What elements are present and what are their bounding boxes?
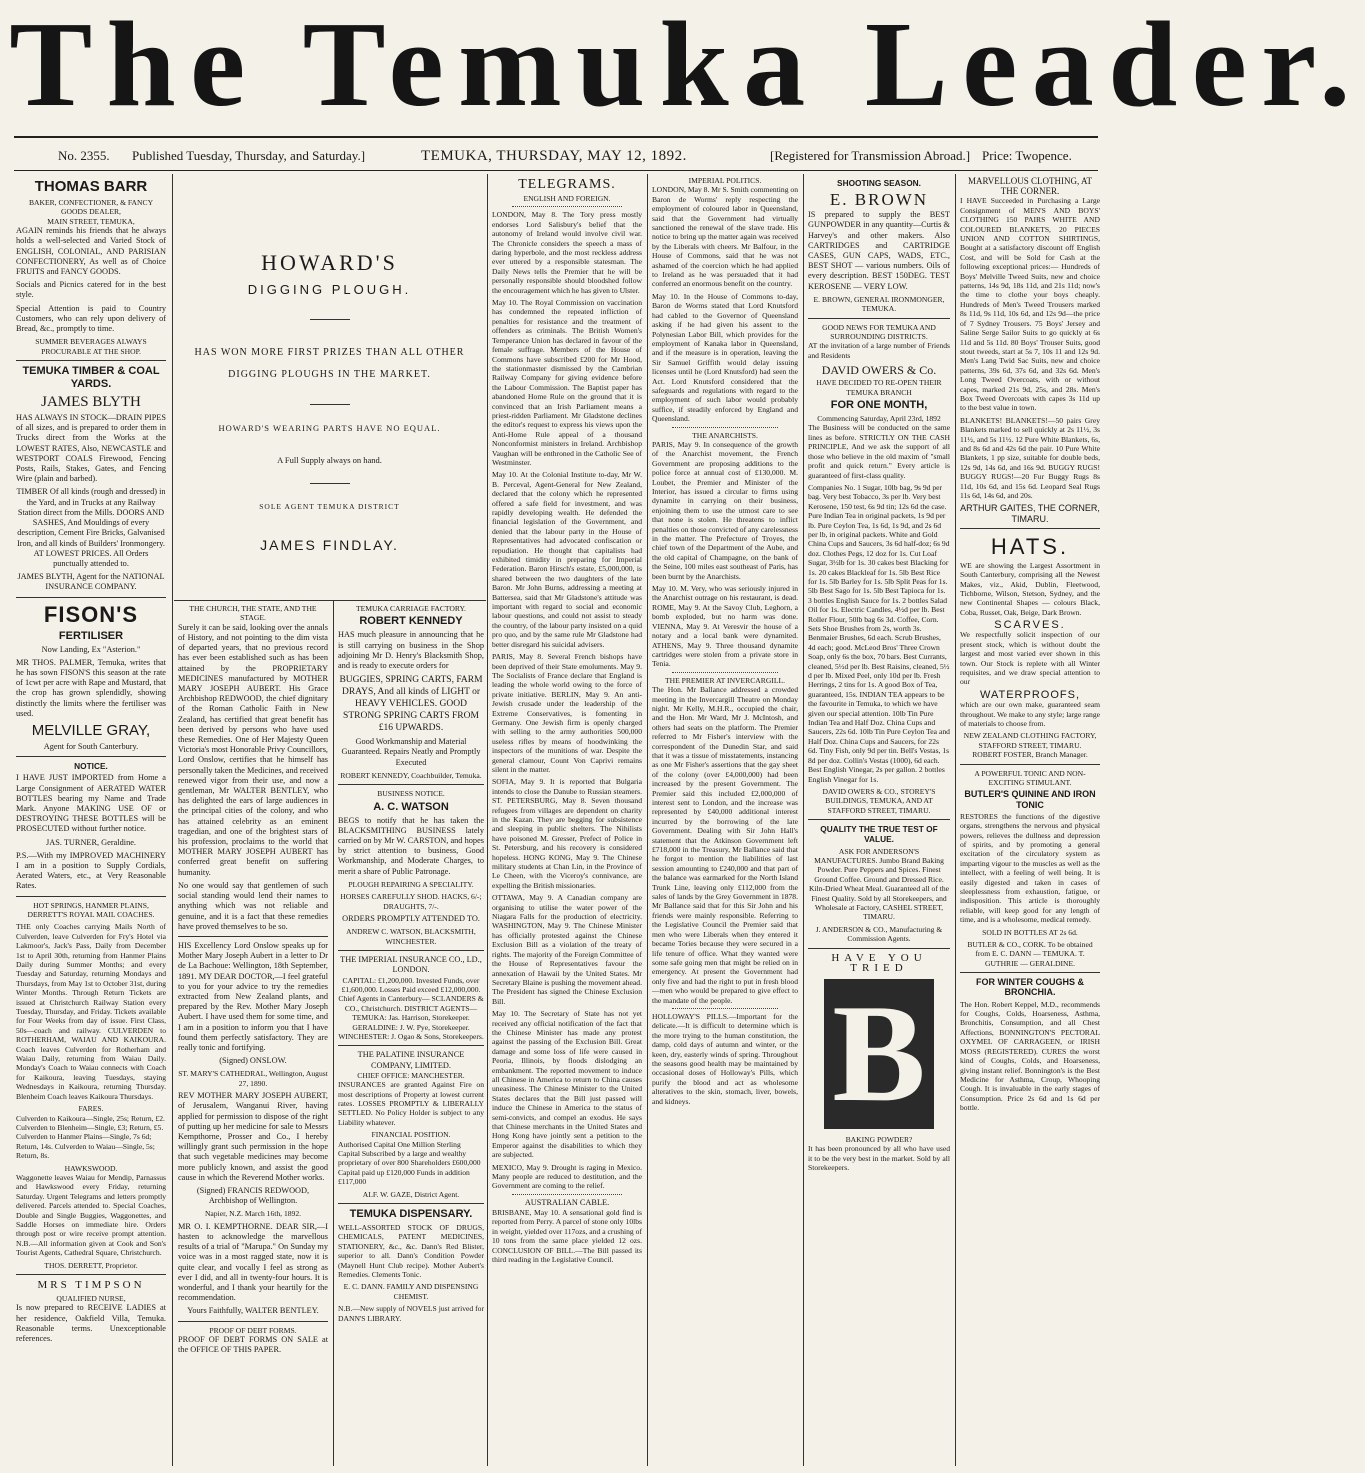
fertiliser-heading: FERTILISER — [58, 629, 124, 642]
timpson-heading: MRS TIMPSON — [37, 1279, 145, 1292]
telegram-london-2: May 10. The Royal Commission on vaccination has condemned the repeated infliction of penalties for resistance and the treatment of offenders as criminals. The British Women's Temperance Union has declared in favour of the female suffrage. Members of the House of Commons have subscribed £200 for Mr Hood, the stationmaster dismissed by the Cambrian Railway Company for giving evidence before the Labour Commission. The Baptist paper has abandoned Home Rule on the ground that it is convinced that an Irish Parliament means a priest-ridden Parliament. Mr Gladstone declines the editor's request to express his views upon the Anti-Home Rule appeal of a thousand Nonconformist ministers in Ireland. Archbishop Vaughan will be enthroned in the Catholic See of Westminster. — [492, 298, 642, 467]
scarves-body: We respectfully solicit inspection of our present stock, which is without doubt the largest and most varied ever shown in this town. Our Stock is replete with all Winter requisites, and we draw special attention to our — [960, 630, 1100, 687]
timpson-subtitle: QUALIFIED NURSE, — [56, 1294, 126, 1304]
gaze-signature: ALF. W. GAZE, District Agent. — [362, 1189, 460, 1199]
business-notice-heading: BUSINESS NOTICE. — [377, 789, 445, 799]
debt-body: PROOF OF DEBT FORMS ON SALE at the OFFICE OF THIS PAPER. — [178, 1335, 328, 1355]
brown-signature: E. BROWN, GENERAL IRONMONGER, TEMUKA. — [813, 294, 945, 314]
anarchists-2: May 10. M. Very, who was seriously injured in the Anarchist outrage on his restaurant, is dead. ROME, May 9. At the Savoy Club, Leghorn, a bomb exploded, but no harm was done. VIENNA, May 9. At Veresvir the house of a notary and a local bank were dynamited. ATHENS, May 9. Three thousand dynamite cartridges were stolen from a private store in Tenia. — [652, 584, 798, 669]
palatine-body: INSURANCES are granted Against Fire on most descriptions of Property at lowest current rates. LOSSES PROMPTLY & LIBERALLY SETTLED. No Policy Holder is subject to any Liability whatever. — [338, 1080, 484, 1127]
butler-heading: BUTLER'S QUININE AND IRON TONIC — [964, 789, 1096, 810]
winter-coughs-heading: FOR WINTER COUGHS & BRONCHIA. — [976, 977, 1084, 998]
barr-special: Special Attention is paid to Country Customers, who can rely upon delivery of Bread, &c., promptly to time. — [16, 303, 166, 334]
fertiliser-arrival: Now Landing, Ex "Asterion." — [41, 644, 141, 654]
sole-agent: SOLE AGENT TEMUKA DISTRICT — [259, 502, 400, 511]
watson-body: BEGS to notify that he has taken the BLACKSMITHING BUSINESS lately carried on by Mr W. CARSTON, and hopes by strict attention to business, Good Workmanship, and Moderate Charges, to merit a share of Public Patronage. — [338, 815, 484, 876]
financial-heading: FINANCIAL POSITION. — [371, 1130, 451, 1140]
barr-trade: BAKER, CONFECTIONER, & FANCY GOODS DEALER, — [28, 198, 154, 217]
owers-date: Commencing Saturday, April 23rd, 1892 — [817, 414, 941, 424]
tried-heading: HAVE YOU TRIED — [831, 951, 927, 974]
anarchists-1: PARIS, May 9. In consequence of the growth of the Anarchist movement, the French Government are proposing additions to the police force at annual cost of £130,000. M. Loubet, the Premier and Minister of the Interior, has issued a circular to firms using dynamite in carrying on their business, enjoining them to use the utmost care to see that none is stolen. He threatens to inflict penalties on those convicted of any carelessness in the matter. The Prefecture of Troyes, the chief town of the Department of the Aube, and the old capital of Champagne, on the bank of the Seine, 100 miles east southeast of Paris, has been burnt by the Anarchists. — [652, 439, 798, 581]
watson-name: A. C. WATSON — [373, 800, 449, 813]
divider — [16, 597, 166, 598]
onslow-signature: (Signed) ONSLOW. — [219, 1056, 287, 1066]
waterproofs-body: which are our own make, guaranteed seam throughout. We make to any style; large range of materials to choose from. — [960, 700, 1100, 728]
fares-body: Culverden to Kaikoura—Single, 25s; Return, £2. Culverden to Blenheim—Single, £3; Return, £5. Culverden to Hanmer Plains—Single, 7s 6d; Return, 14s. Culverden to Waiau—Single, 5s; Return, 8s. — [16, 1113, 165, 1161]
divider — [960, 528, 1100, 529]
divider — [960, 972, 1100, 973]
tonic-heading: A POWERFUL TONIC AND NON-EXCITING STIMULANT. — [974, 768, 1086, 787]
telegrams-heading: TELEGRAMS. — [518, 177, 616, 192]
blankets-body: BLANKETS! BLANKETS!—50 pairs Grey Blankets marked to sell quickly at 2s 11½, 3s 11½, and 5s 11½. 12 Pure White Blankets, 6s, and 8s 6d and 42s 6d the pair. 10 Pure White Blankets, 1 pp size, suitable for double beds, 12s 9d, 14s 6d, and 16s 9d. BUGGY RUGS! BUGGY RUGS!—20 Fur Buggy Rugs 8s 11d, 10s 6d, and 15s 6d. Leopard Seal Rugs 11s 6d, 14s 6d, and 20s. — [960, 415, 1100, 500]
notice-body: I HAVE JUST IMPORTED from Home a Large Consignment of AERATED WATER BOTTLES bearing my Name and Trade Mark. Anyone MAKING USE OF or DESTROYING THESE BOTTLES will be PROSECUTED without further notice. — [16, 773, 166, 834]
hawkswood-heading: HAWKSWOOD. — [64, 1163, 118, 1173]
price: Price: Twopence. — [982, 148, 1072, 163]
baking-powder-heading: BAKING POWDER? — [845, 1135, 913, 1145]
divider — [178, 1321, 328, 1322]
winter-coughs-body: The Hon. Robert Keppel, M.D., recommends for Coughs, Colds, Hoarseness, Asthma, Bronchitis, Consumption, and all Chest Affections, BONNINGTON'S PECTORAL OXYMEL OF CARRAGEEN, or IRISH MOSS (REGISTERED). CURES the worst kind of Coughs, Colds, and Hoarseness, giving instant relief. Bonnington's is the Best Medicine for Asthma, Croup, Whooping Cough. It is invaluable in the early stages of Consumption. Price 2s 6d and 1s 6d per bottle. — [960, 999, 1100, 1113]
dann-nb: N.B.—New supply of NOVELS just arrived for DANN'S LIBRARY. — [338, 1304, 484, 1323]
masthead-rule-top — [14, 136, 1098, 138]
brown-name: E. BROWN — [829, 190, 929, 210]
howards-heading: HOWARD'S — [261, 250, 398, 275]
divider — [16, 756, 166, 757]
fares-heading: FARES. — [78, 1104, 104, 1114]
masthead-title: The Temuka Leader. — [9, 0, 1365, 132]
findlay-name: JAMES FINDLAY. — [260, 537, 399, 553]
howards-plough-ad — [178, 176, 481, 596]
church-body: Surely it can be said, looking over the annals of History, and not pointing to the dim vista of departed years, that no previous record has ever been established such as has been attained by the PROPRIETARY MEDICINES manufactured by MOTHER MARY JOSEPH AUBERT. His Grace Archbishop REDWOOD, the chief dignitary of the Roman Catholic Faith in New Zealand, has certified that great benefit has been derived by persons who have used these Remedies. One of Her Majesty Queen Victoria's most Honorable Privy Councillors, Lord Onslow, certifies that he himself has personally taken the Medicines, and received renewed vigor from their use, and now a gentleman, Mr WALTER BENTLEY, who has delighted the ears of large audiences in the principal cities of the colony, and who has attained celebrity as an eminent tragedian, and one of the brightest stars of his profession, proclaims to the world that MOTHER MARY JOSEPH AUBERT has conferred great benefit on suffering humanity. — [178, 622, 328, 877]
imperial-body: CAPITAL: £1,200,000. Invested Funds, over £1,600,000. Losses Paid exceed £12,000,000. Chief Agents in Canterbury— SCLANDERS & CO., Christchurch. DISTRICT AGENTS— TEMUKA: Jas. Harrison, Storekeeper. GERALDINE: J. W. Pye, Storekeeper. WINCHESTER: J. Ogao & Sons, Storekeepers. — [338, 975, 484, 1041]
nz-clothing-address: STAFFORD STREET, TIMARU. — [978, 740, 1082, 750]
nz-clothing-heading: NEW ZEALAND CLOTHING FACTORY, — [963, 731, 1097, 741]
dann-signature: E. C. DANN. FAMILY AND DISPENSING CHEMIST. — [343, 1282, 479, 1301]
divider — [808, 318, 950, 319]
scarves-heading: SCARVES. — [994, 619, 1066, 632]
waterproofs-heading: WATERPROOFS, — [980, 688, 1080, 701]
publication-schedule: Published Tuesday, Thursday, and Saturday.] — [132, 148, 366, 163]
owers-name: DAVID OWERS & Co. — [821, 363, 937, 378]
anderson-signature: J. ANDERSON & CO., Manufacturing & Commission Agents. — [815, 924, 943, 944]
butler-signature: BUTLER & CO., CORK. To be obtained from E. C. DANN — TEMUKA. T. GUTHRIE — GERALDINE. — [967, 940, 1093, 968]
blyth-signature: JAMES BLYTH, Agent for the NATIONAL INSURANCE COMPANY. — [17, 572, 165, 592]
column-1 — [16, 176, 166, 1466]
notice-signature: JAS. TURNER, Geraldine. — [46, 837, 136, 847]
divider — [178, 936, 328, 937]
owers-intro: AT the invitation of a large number of Friends and Residents — [808, 341, 950, 360]
blyth-timber: TIMBER Of all kinds (rough and dressed) in the Yard, and in Trucks at any Railway Station direct from the Mills. DOORS AND SASHES, And Mouldings of every description, Cement Fire Bricks, Galvanised Iron, and all kinds of Builders' Ironmongery. AT LOWEST PRICES. All Orders punctually attended to. — [16, 487, 166, 568]
butler-body: RESTORES the functions of the digestive organs, strengthens the nervous and physical powers, relieves the dullness and depression of spirits, and by promoting a general excitation of the circulatory system as imparting vigour to the muscles as well as the intellect, with a feeling of well being. It is easily digested and taken in cases of sleeplessness from exhaustion, fatigue, or indisposition. This article is thoroughly reliable, will keep good for any length of time, and is a wholesome, medical remedy. — [960, 811, 1100, 925]
brown-body: IS prepared to supply the BEST GUNPOWDER in any quantity—Curtis & Harvey's and other makers. Also CARTRIDGES and CARTRIDGE CASES, GUN CAPS, WADS, ETC., BEST SHOT — various numbers. Oils of every description. BEST 150DEG. TEST KEROSENE — VERY LOW. — [808, 210, 950, 291]
divider — [808, 948, 950, 949]
watson-plough: PLOUGH REPAIRING A SPECIALITY. — [348, 879, 474, 889]
column-6 — [808, 176, 950, 1466]
fertiliser-body: MR THOS. PALMER, Temuka, writes that he has sown FISON'S this season at the rate of 1cwt per acre with Rape and Mustard, that the crop has grown splendidly, showing distinctly the limits where the fertiliser was used. — [16, 657, 166, 718]
gaites-signature: ARTHUR GAITES, THE CORNER, TIMARU. — [960, 503, 1100, 524]
blyth-name: JAMES BLYTH — [41, 394, 141, 411]
telegram-ottawa-washington: OTTAWA, May 9. A Canadian company are organising to utilise the water power of the Niagara Falls for the production of electricity. WASHINGTON, May 9. The Chinese Minister has officially protested against the Chinese Exclusion Bill as a violation of the treaty of rights. The majority of the Foreign Committee of the House of Representatives favour the annexation of Hawaii by the United States. Mr Secretary Blaine is pushing the movement ahead. The President has signed the Chinese Exclusion Bill. — [492, 893, 642, 1006]
premier-heading: THE PREMIER AT INVERCARGILL. — [664, 675, 786, 685]
anderson-body: ASK FOR ANDERSON'S MANUFACTURES. Jumbo Brand Baking Powder. Pure Peppers and Spices. Finest Ground Coffee. Ground and Dressed Rice. Kiln-Dried Wheat Meal. Guaranteed all of the Finest Quality. Sold by all Storekeepers, and Wholesale at Factory, CASHEL STREET, TIMARU. — [808, 846, 950, 922]
imperial-politics-2: May 10. In the House of Commons to-day, Baron de Worms stated that Lord Knutsford had cabled to the Governor of Queensland asking if he had given his assent to the Polynesian Labor Bill, which provides for the employment of Kanaka labor in Queensland, and if the measure is in operation, leaving the Sir Samuel Griffith would delay issuing licenses until he (Lord Knutsford) had seen the Act. Lord Knutsford considered that the safeguards and regulations with regard to the employment of such labor would probably suffice, if steadily enforced by England and Queensland. — [652, 291, 798, 424]
barr-body: AGAIN reminds his friends that he always holds a well-selected and Varied Stock of ENGLISH, COLONIAL, AND PARISIAN CONFECTIONERY, As well as of Choice FRUITS and FANCY GOODS. — [16, 226, 166, 277]
premier-body: The Hon. Mr Ballance addressed a crowded meeting in the Invercargill Theatre on Monday night. Mr Kelly, M.H.R., occupied the chair, and the Hon. Mr Ward, Mr J. McIntosh, and others had seats on the platform. The Premier referred to Mr Fisher's interview with the correspondent of the Dunedin Star, and said that it was a tissue of misstatements, instancing as one Mr Fisher's assertions that the gay sheet of the colony (over £4,000,000) had been increased by the present Government. The Premier said this included £2,000,000 of interest sent to London, and the increase was represented by £40,000 additional interest incurred by the borrowing of the late Government. Dealing with Sir John Hall's statement that the Atkinson Government left £718,000 in the Treasury, Mr Ballance said that he forgot to mention the liabilities of last session amounting to £240,000 and that part of the balance was earmarked for the North Island Trunk Line, leaving only £112,000 from the sales of lands by the Grey Government in 1878. Mr Ballance said that for this Sir John and his friends were mainly responsible. Referring to the Legislative Council the Premier said that men who were Liberals when they entered it became Tories because they were secured in a life tenure of office. What they wanted were some safe going men that might be relied on in emergency. At present the Government had only five and had the right to put in fresh blood—men who would be prepared to give effect to the mandate of the people. — [652, 685, 798, 1005]
imperial-politics-heading: IMPERIAL POLITICS. — [688, 176, 762, 185]
factory-heading: TEMUKA CARRIAGE FACTORY. — [356, 604, 466, 613]
column-4 — [492, 176, 642, 1466]
telegram-london-3: May 10. At the Colonial Institute to-day, Mr W. B. Perceval, Agent-General for New Zealand, declared that the colony which he represented offered a safe field for investment, and was rapidly developing wealth. He defended the financial legislation of the Government, and denied that the labour party in the House of Representatives had advocated confiscation or repudiation. He thought that capitalists had exhibited timidity in preparing for Imperial Federation. Baron Hirsch's estate, £5,000,000, is shared between the two daughters of the late Baron. Mr John Burns, addressing a meeting at Battersea, said that Mr Gladstone's attitude was important with regard to social and economic labour questions, and could not assist to steady the country, of the labour party insisted on a quid pro quo, and by the same rule Mr Gladstone had better disregard his suicidal advisers. — [492, 470, 642, 649]
australian-cable-body: BRISBANE, May 10. A sensational gold find is reported from Perry. A parcel of stone only 10lbs in weight, yielded over 117ozs, and a crushing of 10 tons from the same place yielded 12 ozs. CONCLUSION OF BILL.—The Bill passed its third reading in the Legislative Council. — [492, 1208, 642, 1265]
divider — [174, 600, 486, 601]
telegram-mexico: MEXICO, May 9. Drought is raging in Mexico. Many people are reduced to destitution, and the Government are coming to the relief. — [492, 1162, 642, 1191]
column-rule — [803, 174, 804, 1466]
hawkswood-body: Waggonette leaves Waiau for Mendip, Parnassus and Hawkswood every Friday, returning Saturday. Urgent Telegrams and letters promptly delivered. Parcels attended to. Special Coaches, Double and Single Buggies, Waggonettes, and Saddle Horses on immediate hire. Orders through post or wire receive prompt attention. N.B.—All information given at Cook and Son's Tourist Agents, Cathedral Square, Christchurch. — [16, 1172, 166, 1258]
column-7 — [960, 176, 1100, 1466]
column-rule — [172, 174, 173, 1466]
column-rule — [333, 600, 334, 1466]
divider — [960, 764, 1100, 765]
napier-dateline: Napier, N.Z. March 16th, 1892. — [204, 1209, 302, 1219]
fisons-heading: FISON'S — [43, 601, 139, 627]
imperial-heading: THE IMPERIAL INSURANCE CO., LD., LONDON. — [340, 955, 482, 975]
barr-name: THOMAS BARR — [34, 178, 148, 195]
financial-body: Authorised Capital One Million Sterling Capital Subscribed by a large and wealthy proprietary of over 800 Shareholders £600,000 Capital paid up £120,000 Funds in addition £117,000 — [338, 1139, 481, 1187]
watson-horses: HORSES CAREFULLY SHOD. HACKS, 6/-; DRAUGHTS, 7/-. — [340, 892, 482, 911]
church-heading: THE CHURCH, THE STATE, AND THE STAGE. — [189, 604, 317, 623]
barr-summer: SUMMER BEVERAGES ALWAYS PROCURABLE AT THE SHOP. — [35, 337, 147, 356]
registration-note: [Registered for Transmission Abroad.] — [770, 148, 971, 163]
blyth-body: HAS ALWAYS IN STOCK—DRAIN PIPES of all sizes, and is prepared to order them in Trucks direct from the Works at the LOWEST RATES, Also, NEWCASTLE and WESTPORT COALS Firewood, Fencing Posts, Rails, Stakes, Gates, and Fencing Wire (plain and barbed). — [16, 413, 166, 484]
debt-heading: PROOF OF DEBT FORMS. — [209, 1325, 297, 1335]
melville-gray: MELVILLE GRAY, — [31, 721, 151, 739]
kennedy-body: HAS much pleasure in announcing that he is still carrying on business in the Shop adjoining Mr D. Henry's Blacksmith Shop, and is ready to execute orders for — [338, 630, 484, 671]
english-foreign-subheading: ENGLISH AND FOREIGN. — [523, 194, 611, 203]
bentley-letter: MR O. I. KEMPTHORNE. DEAR SIR,—I hasten to acknowledge the marvellous results of a trial of "Marupa." On Sunday my voice was in a most ragged state, now it is quite clear, and vocally I feel as strong as ever I did, and all in twenty-four hours. It is wonderful, and I thank your heartily for the recommendation. — [178, 1221, 328, 1303]
baking-powder-body: It has been pronounced by all who have used it to be the very best in the market. Sold by all Storekeepers. — [808, 1144, 950, 1173]
column-2a — [178, 604, 328, 1466]
barr-address: MAIN STREET, TEMUKA, — [47, 216, 135, 226]
one-month: FOR ONE MONTH, — [830, 399, 928, 412]
column-rule — [647, 174, 648, 1466]
divider — [338, 950, 484, 951]
owers-prices: Companies No. 1 Sugar, 10lb bag, 9s 9d per bag. Very best Tobacco, 3s per lb. Very best Kerosene, 150 test, 6s 9d tin; 12s 6d the case. Pure Indian Tea in original packets, 1s 9d per lb. Pure Ceylon Tea, 1s 6d, 1s 9d, and 2s 6d per lb, in original packets. White and Gold China Cups and Saucers, 3s 6d half-doz; 6s 9d doz. Clothes Pegs, 12 doz for 1s. Cut Loaf Sugar, 3½lb for 1s. 30 cakes best Blacking for 1s. 20 cakes Blackleaf for 1s. 5lb Best Rice for 1s. 5lb Barley for 1s. 5lb Split Peas for 1s. 5lb Best Sago for 1s. 5lb Best Tapioca for 1s. 3 bottles English Sauce for 1s. 2 bottles Salad Oil for 1s. Electric Candles, 4½d per lb. Best Roller Flour, 50lb bag 6s 3d. Coffee, Corn. Sets Shoe Brushes from 2s, worth 3s. Benmaier Brushes, 6d each. Scrub Brushes, 4d each; good. McLeod Bros' Three Crown Soap, only 6s the box, 70 bars. Best Currants, cleaned, 5½d per lb. Best Raisins, cleaned, 5½ d per lb. Mixed Peel, only 10d per lb. Fresh Herrings, 2 tins for 1s. A good Box of Tea, guaranteed, 15s. INDIAN TEA appears to be the favourite in Temuka, to which we have given our special attention. 10lb Tin Pure Indian Tea and Half Doz. China Cups and Saucers, 22s 6d. 10lb Tin Pure Ceylon Tea and Half Doz. China Cups and Saucers, for 22s 6d. Tiny Fish, only 9d per tin. Bell's Vestas, 1s 8d per doz. Collin's Vestas (1000), 6d each. Best English Vinegar, 2s per gallon. 2 bottles English Vinegar for 1s. — [808, 482, 950, 784]
column-3 — [338, 604, 484, 1466]
buggies-list: BUGGIES, SPRING CARTS, FARM DRAYS, And all kinds of LIGHT or HEAVY VEHICLES. GOOD STRONG SPRING CARTS FROM £16 UPWARDS. — [339, 675, 483, 734]
telegram-london-1: LONDON, May 8. The Tory press mostly endorses Lord Salisbury's belief that the autonomy of Ireland would involve civil war. The Chronicle considers the speech a mass of daring hyperbole, and the most reckless address ever uttered by a responsible statesman. The Daily News tells the Premier that he will be personally responsible should bloodshed follow the encouragement which he has given to Ulster. — [492, 210, 642, 295]
watson-signature: ANDREW C. WATSON, BLACKSMITH, WINCHESTER. — [346, 927, 476, 946]
shooting-heading: SHOOTING SEASON. — [837, 178, 921, 188]
hats-body: WE are showing the Largest Assortment in South Canterbury, comprising all the Newest Makes, viz., Akid, Dublin, Fleetwood, Tichborne, Wilson, Stetson, Sydney, and the new Continental Shapes — colours Black, Coba, Russet, Oak, Beige, Dark Brown. — [960, 560, 1100, 617]
telegram-sofia-hongkong: SOFIA, May 9. It is reported that Bulgaria intends to close the Danube to Russian steamers. ST. PETERSBURG, May 8. Seven thousand refugees from villages are dependent on charity in the Kazan. They are begging for subsistence and sleeping in public shelters. The Nihilists have poisoned M. Gresser, Prefect of Police in St. Petersburg, and his recovery is considered hopeless. HONG KONG, May 9. The Chinese military students at Chan Lin, in the Province of Le Cheen, with the Viceroy's connivance, are expelling the British missionaries. — [492, 777, 642, 890]
quality-heading: QUALITY THE TRUE TEST OF VALUE. — [820, 824, 938, 845]
divider — [338, 784, 484, 785]
dateline: TEMUKA, THURSDAY, MAY 12, 1892. — [421, 148, 687, 164]
good-news-heading: GOOD NEWS FOR TEMUKA AND SURROUNDING DISTRICTS. — [822, 322, 936, 342]
masthead-rule-bottom — [14, 170, 1098, 171]
kennedy-name: ROBERT KENNEDY — [359, 615, 463, 628]
divider — [16, 360, 166, 361]
foster-signature: ROBERT FOSTER, Branch Manager. — [972, 750, 1088, 760]
church-body-2: No one would say that gentlemen of such social standing would lend their names to anything which was not reliable and genuine, and it is a fact that these remedies have proved themselves to be so. — [178, 880, 328, 931]
notice-postscript: P.S.—With my IMPROVED MACHINERY I am in a position to Supply Cordials, Aerated Waters, etc., at Very Reasonable Rates. — [16, 850, 166, 891]
telegram-paris-berlin: PARIS, May 8. Several French bishops have been deprived of their State emoluments. May 9. The Socialists of France declare that England is leading the whole world owing to the force of private initiative. BERLIN, May 9. An anti-Jewish crusade under the leadership of the Extreme Conservatives, is fomenting in Germany. One Jewish firm is openly charged with selling to the army authorities 500,000 useless rifles by means of hoodwinking the inspectors of the munitions of war. Despite the general clamour, Count Von Caprivi remains silent in the matter. — [492, 652, 642, 774]
dispensary-heading: TEMUKA DISPENSARY. — [349, 1208, 473, 1221]
timber-heading: TEMUKA TIMBER & COAL YARDS. — [22, 365, 160, 391]
palatine-heading: THE PALATINE INSURANCE COMPANY, LIMITED. — [357, 1050, 465, 1070]
divider — [338, 1045, 484, 1046]
baking-powder-logo: B — [824, 979, 934, 1129]
owers-terms: The Business will be conducted on the same lines as before. STRICTLY ON THE CASH PRINCIPLE, And we ask the support of all those who believe in the old maxim of "small profit and quick return." Every article is guaranteed of first-class quality. — [808, 423, 950, 480]
owers-signature: DAVID OWERS & CO., STOREY'S BUILDINGS, TEMUKA, AND AT STAFFORD STREET, TIMARU. — [822, 786, 936, 815]
hats-heading: HATS. — [990, 533, 1070, 559]
bentley-signature: Yours Faithfully, WALTER BENTLEY. — [187, 1306, 319, 1316]
marvellous-body: I HAVE Succeeded in Purchasing a Large Consignment of MEN'S AND BOYS' CLOTHING 150 PAIRS WHITE AND COLOURED BLANKETS, 20 PIECES UNION AND COTTON SHIRTINGS, Bought at a satisfactory discount off English Cost, and will be Sold for Cash at the following exceptional prices:— Hundreds of Boys' Melville Tweed Suits, new and choice patterns, 14s 9d, 18s 11d, and 21s 11d; now's the time to clothe your boys cheaply. Hundreds of Men's Tweed Trousers marked 8s 11d, 9s 11d, 10s 6d, and 12s 9d—the price of 7 Sydney Trousers. 75 Boys' Jersey and Saline Serge Sailor Suits to go quickly at 6s 11d and 5s 11d. 80 Boys' Trouser Suits, good stout tweeds, start at 5s 7, 10s 11 and 12s 9d. Men's Lang Twid Sac Suits, new and choice patterns, 39s 6d, 37s 6d, and 32s 6d. Men's Long Tweed Overcoats, with or without capes, marked 21s 9d, 25s, and 28s. Men's Box Tweed Overcoats with capes 3s 11d up to the best value in town. — [960, 196, 1100, 413]
melville-subtitle: Agent for South Canterbury. — [43, 741, 139, 751]
column-5 — [652, 176, 798, 1466]
issue-number: No. 2355. — [58, 148, 110, 163]
redwood-signature: (Signed) FRANCIS REDWOOD, Archbishop of Wellington. — [196, 1185, 310, 1206]
divider — [16, 1274, 166, 1275]
divider — [808, 819, 950, 820]
timpson-body: Is now prepared to RECEIVE LADIES at her residence, Oakfield Villa, Temuka. Reasonable terms. Unexceptionable references. — [16, 1303, 166, 1344]
australian-cable-heading: AUSTRALIAN CABLE. — [524, 1197, 610, 1207]
barr-socials: Socials and Picnics catered for in the best style. — [16, 280, 166, 300]
watson-orders: ORDERS PROMPTLY ATTENDED TO. — [342, 914, 480, 924]
butler-price: SOLD IN BOTTLES AT 2s 6d. — [982, 927, 1078, 937]
kennedy-signature: ROBERT KENNEDY, Coachbuilder, Temuka. — [340, 770, 482, 780]
springs-body: THE only Coaches carrying Mails North of Culverden, leave Culverden for Fry's Hotel via Lakmoor's, Jack's Pass, Daily from December 1st to April 30th, returning from Hanmer Plains Daily during Summer Months; and every Tuesday and Saturday, returning Mondays and Thursdays, from May 1st to October 31st, during Winter Months. Through Return Tickets are issued at Christchurch Railway Station every Tuesday, Thursday, and Friday. Tickets available for Four Weeks from day of issue. First Class, 50s—coach and railway. CULVERDEN to ROTHERHAM, WAIAU AND KAIKOURA. Coach leaves Culverden for Rotherham and Waiau Daily, returning from Waiau Daily. Monday's Coach to Waiau connects with Coach for Kaikoura, leaving Tuesdays, staying Wednesdays in Kaikoura, returning Thursday. Blenheim Coach leaves Kaikoura Thursdays. — [16, 922, 166, 1101]
divider — [338, 1203, 484, 1204]
masthead — [0, 0, 1365, 140]
onslow-letter: HIS Excellency Lord Onslow speaks up for Mother Mary Joseph Aubert in a letter to Dr de La Bachoue: Wellington, 18th September, 1891. MY DEAR DOCTOR,—I feel grateful to you for your advice to try the remedies extracted from New Zealand plants, and prepared by the Rev. Mother Mary Joseph Aubert. I have used them for some time, and I am in a position to inform you that I have found them perfectly satisfactory. They are really tonic and fortifying. — [178, 940, 329, 1052]
wearing-parts: HOWARD'S WEARING PARTS HAVE NO EQUAL. — [218, 423, 441, 433]
kennedy-guarantee: Good Workmanship and Material Guaranteed. Repairs Neatly and Promptly Executed — [341, 737, 481, 767]
marvellous-heading: MARVELLOUS CLOTHING, AT THE CORNER. — [967, 176, 1093, 197]
prizes-claim: HAS WON MORE FIRST PRIZES THAN ALL OTHER DIGGING PLOUGHS IN THE MARKET. — [194, 347, 465, 380]
redwood-letter: REV MOTHER MARY JOSEPH AUBERT, of Jerusalem, Wanganui River, having applied for permission to dispose of the right of putting up her medicine for sale to Messrs Kempthorne, Prosser and Co., I hereby willingly grant such permission in the hope that such vegetable medicines may become more publicly known, and assist the good cause in which the Reverend Mother works. — [178, 1091, 328, 1182]
cathedral-dateline: ST. MARY'S CATHEDRAL, Wellington, August 27, 1890. — [178, 1069, 328, 1088]
notice-heading: NOTICE. — [74, 761, 108, 772]
palatine-office: CHIEF OFFICE: MANCHESTER. — [357, 1070, 465, 1080]
springs-heading: HOT SPRINGS, HANMER PLAINS, DERRETT'S ROYAL MAIL COACHES. — [27, 900, 155, 919]
holloway-ad: HOLLOWAY'S PILLS.—Important for the delicate.—It is difficult to determine which is the more trying to the human constitution, the damp, cold days of autumn and winter, or the keen, dry, easterly winds of spring. Throughout the seasons good health may be maintained by occasional doses of Holloway's Pills, which purify the blood and act as wholesome alteratives to the skin, stomach, liver, bowels, and kidneys. — [652, 1011, 798, 1106]
telegram-may-10: May 10. The Secretary of State has not yet received any official notification of the fact that the Chinese Minister has made any protest against the passing of the Exclusion Bill. Great damage and some loss of life were caused in Peoria, Illinois, by floods dislodging an embankment. The reported movement to induce all Chinese in America to return to China causes uneasiness. The Chinese Minister to the United States declares that the Bill just passed will induce the Chinese in America to the status of semi-convicts, and compel an exodus. He says that Chinese merchants in the United States and Hong Kong have jointly sent a petition to the Emperor against the disabilities to which they are subjected. — [492, 1009, 642, 1160]
derrett-signature: THOS. DERRETT, Proprietor. — [44, 1260, 138, 1270]
dispensary-body: WELL-ASSORTED STOCK OF DRUGS, CHEMICALS, PATENT MEDICINES, STATIONERY, &c., &c. Dann's Red Blister, superior to all. Dann's Condition Powder (Maynell Hunt Club recipe). Mother Aubert's Remedies. Clements Tonic. — [338, 1223, 484, 1280]
full-supply: A Full Supply always on hand. — [277, 455, 382, 465]
divider — [16, 896, 166, 897]
anarchists-heading: THE ANARCHISTS. — [692, 430, 758, 440]
column-rule — [487, 174, 488, 1466]
column-rule — [955, 174, 956, 1466]
owers-reopen: HAVE DECIDED TO RE-OPEN THEIR TEMUKA BRANCH — [816, 378, 942, 397]
plough-heading: DIGGING PLOUGH. — [247, 282, 412, 297]
issue-info-bar — [14, 144, 1098, 168]
imperial-politics-1: LONDON, May 8. Mr S. Smith commenting on Baron de Worms' reply respecting the employment of coloured labor in Queensland, said that the Government had virtually sanctioned the renewal of the slave trade. His notice to bring up the matter again was received by the Liberals with cheers. Mr Balfour, in the House of Commons, said that he was not ashamed of the coercion which he had applied to Ireland as he was persuaded that it had conferred an enormous benefit on the country. — [652, 185, 798, 289]
